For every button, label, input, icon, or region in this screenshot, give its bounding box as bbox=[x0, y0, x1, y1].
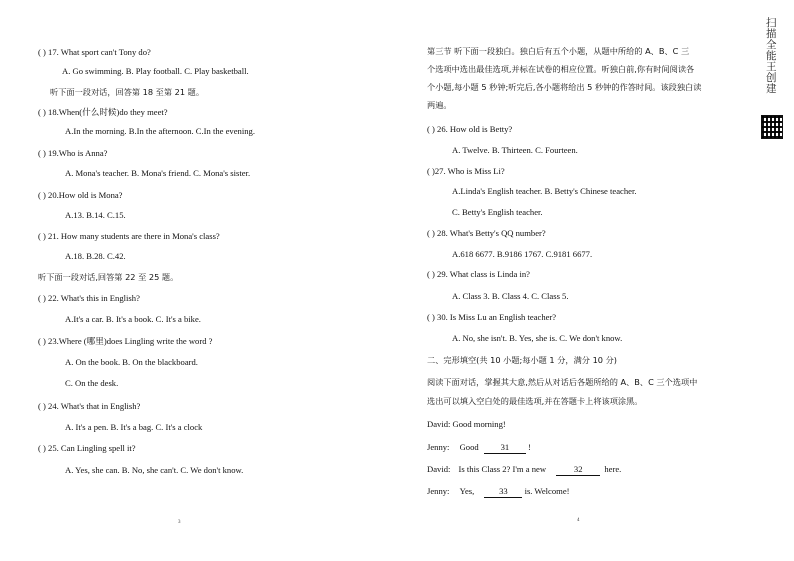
dialogue-david-1: David: Good morning! bbox=[427, 419, 506, 429]
dialogue-david-2 bbox=[427, 463, 621, 476]
options-27-c: C. Betty's English teacher. bbox=[452, 207, 543, 217]
options-22: A.It's a car. B. It's a book. C. It's a bike. bbox=[65, 314, 201, 324]
question-26: ( ) 26. How old is Betty? bbox=[427, 124, 513, 134]
options-20: A.13. B.14. C.15. bbox=[65, 210, 126, 220]
cloze-instruction-line2: 选出可以填入空白处的最佳选项,并在答题卡上将该项涂黑。 bbox=[427, 396, 643, 406]
options-30: A. No, she isn't. B. Yes, she is. C. We don't know. bbox=[452, 333, 623, 343]
dialogue-jenny-1 bbox=[427, 441, 531, 454]
question-21: ( ) 21. How many students are there in Mona's class? bbox=[38, 231, 220, 241]
right-page bbox=[397, 0, 794, 561]
dialogue-text: Yes, bbox=[459, 486, 475, 496]
question-19: ( ) 19.Who is Anna? bbox=[38, 148, 108, 158]
options-23-ab: A. On the book. B. On the blackboard. bbox=[65, 357, 198, 367]
section3-intro-line4: 两遍。 bbox=[427, 100, 452, 110]
question-22: ( ) 22. What's this in English? bbox=[38, 293, 140, 303]
qr-code-icon bbox=[761, 115, 783, 139]
options-21: A.18. B.28. C.42. bbox=[65, 251, 126, 261]
blank-32: 32 bbox=[556, 463, 600, 476]
options-29: A. Class 3. B. Class 4. C. Class 5. bbox=[452, 291, 569, 301]
dialogue-text: here. bbox=[604, 464, 622, 474]
options-28: A.618 6677. B.9186 1767. C.9181 6677. bbox=[452, 249, 593, 259]
blank-33: 33 bbox=[484, 485, 522, 498]
page-number: 3 bbox=[178, 520, 181, 525]
dialogue-jenny-2 bbox=[427, 485, 570, 498]
speaker-label: Jenny: bbox=[427, 442, 450, 452]
speaker-label: David: bbox=[427, 464, 451, 474]
options-17: A. Go swimming. B. Play football. C. Play basketball. bbox=[62, 66, 249, 76]
section3-intro-line2: 个选项中选出最佳选项,并标在试卷的相应位置。听独白前,你有时间阅读各 bbox=[427, 64, 695, 74]
question-23: ( ) 23.Where (哪里)does Lingling write the word ? bbox=[38, 336, 213, 346]
dialogue-text: ! bbox=[528, 442, 531, 452]
speaker-label: Jenny: bbox=[427, 486, 450, 496]
question-17: ( ) 17. What sport can't Tony do? bbox=[38, 47, 151, 57]
options-27-ab: A.Linda's English teacher. B. Betty's Chinese teacher. bbox=[452, 186, 637, 196]
cloze-instruction-line1: 阅读下面对话，掌握其大意,然后从对话后各题所给的 A、B、C 三个选项中 bbox=[427, 377, 698, 387]
dialogue-text: is. Welcome! bbox=[524, 486, 570, 496]
question-24: ( ) 24. What's that in English? bbox=[38, 401, 141, 411]
question-30: ( ) 30. Is Miss Lu an English teacher? bbox=[427, 312, 557, 322]
dialogue-text: Good bbox=[459, 442, 479, 452]
question-18: ( ) 18.When(什么时候)do they meet? bbox=[38, 107, 168, 117]
options-26: A. Twelve. B. Thirteen. C. Fourteen. bbox=[452, 145, 578, 155]
section3-intro-line3: 个小题,每小题 5 秒钟;听完后,各小题将给出 5 秒钟的作答时间。该段独白读 bbox=[427, 82, 702, 92]
question-29: ( ) 29. What class is Linda in? bbox=[427, 269, 530, 279]
dialogue-text: Is this Class 2? I'm a new bbox=[458, 464, 547, 474]
blank-31: 31 bbox=[484, 441, 526, 454]
question-20: ( ) 20.How old is Mona? bbox=[38, 190, 123, 200]
options-18: A.In the morning. B.In the afternoon. C.In the evening. bbox=[65, 126, 255, 136]
question-27: ( )27. Who is Miss Li? bbox=[427, 166, 505, 176]
question-25: ( ) 25. Can Lingling spell it? bbox=[38, 443, 136, 453]
section-instruction-18-21: 听下面一段对话，回答第 18 至第 21 题。 bbox=[50, 87, 205, 97]
options-25: A. Yes, she can. B. No, she can't. C. We don't know. bbox=[65, 465, 244, 475]
options-23-c: C. On the desk. bbox=[65, 378, 119, 388]
options-19: A. Mona's teacher. B. Mona's friend. C. Mona's sister. bbox=[65, 168, 251, 178]
section-instruction-22-25: 听下面一段对话,回答第 22 至 25 题。 bbox=[38, 272, 179, 282]
question-28: ( ) 28. What's Betty's QQ number? bbox=[427, 228, 546, 238]
page-number: 4 bbox=[577, 518, 580, 523]
section3-intro-line1: 第三节 听下面一段独白。独白后有五个小题，从题中所给的 A、B、C 三 bbox=[427, 46, 690, 56]
section2-heading: 二、完形填空(共 10 小题;每小题 1 分，满分 10 分) bbox=[427, 355, 617, 365]
scanner-watermark: 扫描全能王 创建 bbox=[766, 17, 777, 95]
options-24: A. It's a pen. B. It's a bag. C. It's a clock bbox=[65, 422, 203, 432]
